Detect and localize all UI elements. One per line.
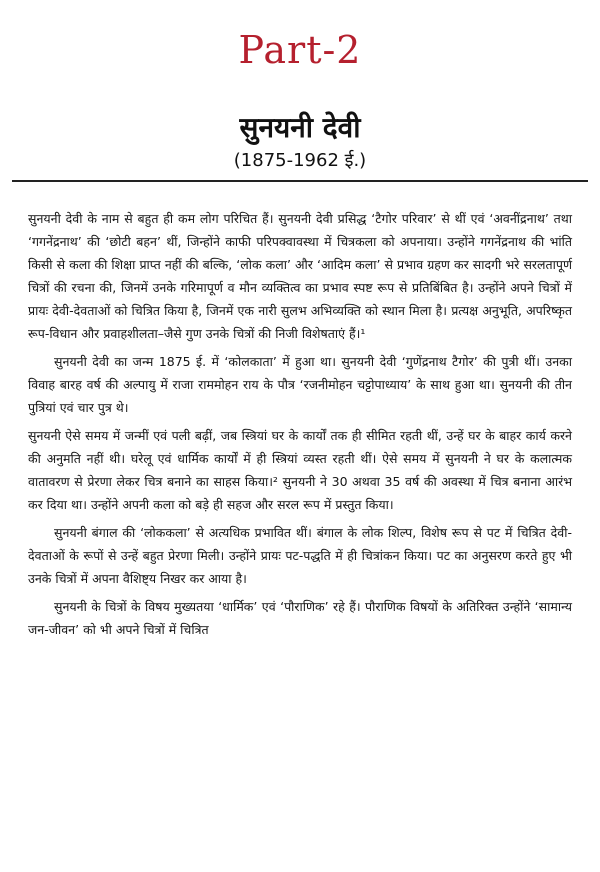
title-divider (12, 180, 588, 182)
paragraph: सुनयनी के चित्रों के विषय मुख्यतया ‘धार्मिक’ एवं ‘पौराणिक’ रहे हैं। पौराणिक विषयों के अतिरिक्त उन्होंने ‘सामान्य जन-जीवन’ को भी अपने चित्रों में चित्रित (28, 599, 572, 637)
article-dates: (1875-1962 ई.) (233, 150, 367, 171)
part-heading: Part-2 (238, 28, 362, 72)
paragraph: सुनयनी बंगाल की ‘लोककला’ से अत्यधिक प्रभावित थीं। बंगाल के लोक शिल्प, विशेष रूप से पट में चित्रित देवी-देवताओं के रूपों से उन्हें बहुत प्रेरणा मिली। उन्होंने प्रायः पट-पद्धति में ही चित्रांकन किया। पट का अनुसरण करते हुए भी उनके चित्रों में अपना वैशिष्ट्य निखर कर आया है। (28, 525, 572, 586)
paragraph: सुनयनी देवी के नाम से बहुत ही कम लोग परिचित हैं। सुनयनी देवी प्रसिद्ध ‘टैगोर परिवार’ से थीं एवं ‘अवनींद्रनाथ’ तथा ‘गगनेंद्रनाथ’ की ‘छोटी बहन’ थीं, जिन्होंने काफी परिपक्वावस्था में चित्रकला को अपनाया। उन्होंने गगनेंद्रनाथ की भांति किसी से कला की शिक्षा प्राप्त नहीं की बल्कि, ‘लोक कला’ और ‘आदिम कला’ से प्रभाव ग्रहण कर सादगी भरे सरलतापूर्ण चित्रों की रचना की, जिनमें उनके गरिमापूर्ण व मौन व्यक्तित्व का प्रभाव स्पष्ट रूप से प्रतिबिंबित है। उन्होंने अपने चित्रों में प्रायः देवी-देवताओं को चित्रित किया है, जिनमें एक नारी सुलभ अभिव्यक्ति को स्थान मिला है। प्रत्यक्ष अनुभूति, अपरिष्कृत रूप-विधान और प्रवाहशीलता–जैसे गुण उनके चित्रों की निजी विशेषताएं हैं।¹ (28, 211, 572, 341)
paragraph: सुनयनी ऐसे समय में जन्मीं एवं पली बढ़ीं, जब स्त्रियां घर के कार्यों तक ही सीमित रहती थीं, उन्हें घर के बाहर कार्य करने की अनुमति नहीं थी। घरेलू एवं धार्मिक कार्यों में ही स्त्रियां व्यस्त रहती थीं। ऐसे समय में सुनयनी ने घर के कलात्मक वातावरण से प्रेरणा लेकर चित्र बनाने का साहस किया।² सुनयनी ने 30 अथवा 35 वर्ष की अवस्था में चित्र बनाना आरंभ कर दिया था। उन्होंने अपनी कला को बड़े ही सहज और सरल रूप में प्रस्तुत किया। (28, 428, 572, 512)
paragraph: सुनयनी देवी का जन्म 1875 ई. में ‘कोलकाता’ में हुआ था। सुनयनी देवी ‘गुणेंद्रनाथ टैगोर’ की पुत्री थीं। उनका विवाह बारह वर्ष की अल्पायु में राजा राममोहन राय के पौत्र ‘रजनीमोहन चट्टोपाध्याय’ के साथ हुआ था। सुनयनी की तीन पुत्रियां एवं चार पुत्र थे। (28, 354, 572, 415)
article-body (28, 207, 572, 646)
article-title: सुनयनी देवी (239, 111, 361, 144)
